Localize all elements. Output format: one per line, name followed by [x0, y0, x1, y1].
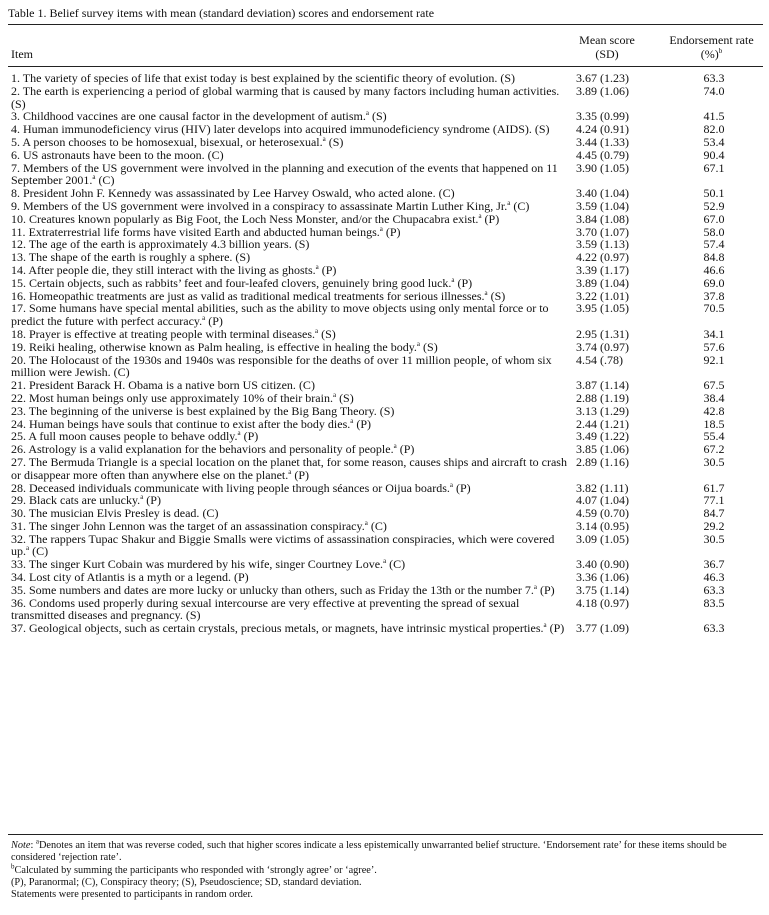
endorsement-cell: 53.4 [703, 134, 725, 149]
item-category: (C) [438, 186, 455, 201]
endorsement-cell: 84.8 [703, 250, 725, 265]
header-end-line1: Endorsement rate [669, 33, 754, 47]
item-statement: The singer Kurt Cobain was murdered by his wife, singer Courtney Love. [28, 557, 384, 572]
item-category: (S) [185, 608, 201, 623]
item-category: (P) [146, 493, 161, 508]
item-text [0, 85, 569, 111]
item-category: (P) [484, 211, 500, 226]
endorsement-cell: 69.0 [703, 275, 725, 290]
reverse-coded-mark: a [379, 224, 383, 233]
item-category: (S) [372, 109, 387, 124]
item-category: (S) [490, 288, 506, 303]
reverse-coded-mark: a [365, 109, 369, 118]
mean-score-cell: 3.44 (1.33) [576, 134, 629, 149]
item-number: 12. [11, 237, 26, 252]
reverse-coded-mark: a [451, 275, 455, 284]
table-row [0, 162, 769, 188]
endorsement-cell: 55.4 [703, 429, 725, 444]
bottom-rule [8, 834, 763, 835]
mean-score-cell: 4.45 (0.79) [576, 147, 629, 162]
mean-score-cell: 3.40 (0.90) [576, 557, 629, 572]
mean-score-cell: 3.82 (1.11) [576, 480, 629, 495]
endorsement-cell: 30.5 [703, 454, 725, 469]
table-caption: Table 1. Belief survey items with mean (standard deviation) scores and endorsement rate [8, 6, 435, 20]
endorsement-cell: 77.1 [703, 493, 725, 508]
header-mean-line2: (SD) [595, 47, 619, 61]
item-category: (S) [294, 237, 310, 252]
item-text [0, 597, 569, 623]
reverse-coded-mark: a [315, 326, 319, 335]
item-statement: The earth is experiencing a period of global warming that is caused by many factors including human activities. [22, 83, 560, 98]
item-statement: Condoms used properly during sexual intercourse are very effective at preventing the spread of sexual transmitted diseases and pregnancy. [11, 595, 520, 623]
item-statement: Some numbers and dates are more lucky or unlucky than others, such as Friday the 13th or the number 7. [29, 582, 534, 597]
mean-score-cell: 3.77 (1.09) [576, 621, 629, 636]
endorsement-cell: 67.2 [703, 442, 725, 457]
item-number: 14. [11, 262, 26, 277]
item-category: (P) [540, 582, 555, 597]
endorsement-cell: 30.5 [703, 531, 725, 546]
reverse-coded-mark: a [364, 518, 368, 527]
item-number: 22. [11, 390, 26, 405]
item-number: 20. [11, 352, 26, 367]
mean-score-cell: 3.67 (1.23) [576, 71, 629, 85]
endorsement-cell: 46.6 [703, 262, 725, 277]
item-statement: The variety of species of life that exist today is best explained by the scientific theory of evolution. [22, 71, 498, 85]
item-number: 5. [11, 134, 20, 149]
item-statement: A full moon causes people to behave oddly. [28, 429, 238, 444]
item-text [0, 162, 569, 188]
item-statement: Astrology is a valid explanation for the behaviors and personality of people. [28, 442, 394, 457]
table-row [0, 597, 769, 623]
mean-score-cell: 3.89 (1.06) [576, 83, 629, 98]
mean-score-cell: 3.09 (1.05) [576, 531, 629, 546]
item-category: (S) [235, 250, 251, 265]
item-category: (S) [379, 403, 395, 418]
item-statement: Geological objects, such as certain crystals, precious metals, or magnets, have intrinsic mystical properties. [29, 621, 544, 636]
reverse-coded-mark: a [315, 262, 319, 271]
table-row [0, 622, 769, 635]
item-statement: The Bermuda Triangle is a special location on the planet that, for some reason, causes ships and aircraft to crash or disappear more often than anywhere else on the planet. [11, 454, 567, 482]
reverse-coded-mark: a [288, 467, 292, 476]
item-statement: The rappers Tupac Shakur and Biggie Smalls were victims of assassination conspiracies, which were covered up. [11, 531, 555, 559]
item-category: (C) [202, 506, 219, 521]
header-endorsement-rate [660, 33, 763, 61]
item-number: 35. [11, 582, 26, 597]
table-body [0, 72, 769, 635]
mean-score-cell: 3.14 (0.95) [576, 518, 629, 533]
item-statement: President Barack H. Obama is a native born US citizen. [29, 378, 296, 393]
item-number: 34. [11, 570, 26, 585]
item-statement: Some humans have special mental abilities, such as the ability to move objects using only mental force or to predict the future with perfect accuracy. [11, 301, 549, 329]
endorsement-cell: 74.0 [703, 83, 725, 98]
mean-score-cell: 2.89 (1.16) [576, 454, 629, 469]
mean-score-cell: 3.90 (1.05) [576, 160, 629, 175]
item-number: 15. [11, 275, 26, 290]
item-statement: Reiki healing, otherwise known as Palm healing, is effective in healing the body. [29, 339, 417, 354]
item-number: 7. [11, 160, 20, 175]
item-statement: The age of the earth is approximately 4.3 billion years. [28, 237, 292, 252]
note-a-text: Denotes an item that was reverse coded, such that higher scores indicate a less epistemically unwarranted belief structure. ‘Endorsement rate’ for these items should be considered ‘rejection rate’. [11, 840, 727, 864]
header-end-line2 [660, 47, 763, 61]
item-statement: A person chooses to be homosexual, bisexual, or heterosexual. [22, 134, 323, 149]
endorsement-cell: 37.8 [703, 288, 725, 303]
item-number: 33. [11, 557, 26, 572]
mean-score-cell: 3.70 (1.07) [576, 224, 629, 239]
endorsement-cell: 42.8 [703, 403, 725, 418]
mean-score-cell: 3.95 (1.05) [576, 301, 629, 316]
item-statement: Human immunodeficiency virus (HIV) later develops into acquired immunodeficiency syndrome (AIDS). [23, 122, 532, 137]
mean-score-cell: 3.74 (0.97) [576, 339, 629, 354]
endorsement-cell: 18.5 [703, 416, 725, 431]
item-category: (C) [370, 518, 387, 533]
item-number: 28. [11, 480, 26, 495]
item-statement: The singer John Lennon was the target of an assassination conspiracy. [28, 518, 365, 533]
reverse-coded-mark: a [507, 198, 511, 207]
note-a: Note: $^a$Denotes an item that was reverse coded, such that higher scores indicate a less epistemically unwarranted belief structure. ‘Endorsement rate’ for these items should be considered ‘rejection rate’. [11, 837, 727, 864]
mean-score-cell: 2.44 (1.21) [576, 416, 629, 431]
table-row [0, 85, 769, 111]
item-statement: The beginning of the universe is best explained by the Big Bang Theory. [28, 403, 377, 418]
item-text [0, 302, 569, 328]
endorsement-cell: 63.3 [703, 621, 725, 636]
item-category: (P) [208, 314, 223, 329]
mean-score-cell: 3.85 (1.06) [576, 442, 629, 457]
reverse-coded-mark: a [478, 211, 482, 220]
note-b-mark: b [11, 862, 15, 871]
item-category: (C) [389, 557, 406, 572]
item-category: (C) [513, 198, 530, 213]
item-number: 25. [11, 429, 26, 444]
endorsement-cell: 90.4 [703, 147, 725, 162]
note-b [11, 862, 761, 877]
note-order: Statements were presented to participants in random order. [11, 889, 253, 901]
item-category: (S) [328, 134, 344, 149]
mean-score-cell: 3.59 (1.13) [576, 237, 629, 252]
mean-score-cell: 3.49 (1.22) [576, 429, 629, 444]
note-b-text: Calculated by summing the participants who responded with ‘strongly agree’ or ‘agree’. [14, 864, 377, 876]
item-number: 8. [11, 186, 20, 201]
item-number: 21. [11, 378, 26, 393]
item-statement: President John F. Kennedy was assassinated by Lee Harvey Oswald, who acted alone. [23, 186, 436, 201]
table-row [0, 302, 769, 328]
table-row [0, 354, 769, 380]
header-item: Item [11, 47, 33, 61]
mean-score-cell: 3.36 (1.06) [576, 570, 629, 585]
reverse-coded-mark: a [533, 582, 537, 591]
mean-score-cell: 3.87 (1.14) [576, 378, 629, 393]
mean-score-cell: 3.59 (1.04) [576, 198, 629, 213]
item-number: 17. [11, 301, 26, 316]
reverse-coded-mark: a [237, 429, 241, 438]
reverse-coded-mark: a [449, 480, 453, 489]
mean-score-cell: 4.24 (0.91) [576, 122, 629, 137]
item-category: (C) [32, 544, 49, 559]
reverse-coded-mark: a [484, 288, 488, 297]
item-category: (P) [456, 480, 471, 495]
mean-score-cell: 3.13 (1.29) [576, 403, 629, 418]
endorsement-cell: 34.1 [703, 326, 725, 341]
mean-score-cell: 4.07 (1.04) [576, 493, 629, 508]
item-category: (S) [339, 390, 354, 405]
item-number: 27. [11, 454, 26, 469]
mean-score-cell: 4.54 (.78) [576, 352, 623, 367]
endorsement-cell: 67.5 [703, 378, 725, 393]
item-statement: Certain objects, such as rabbits’ feet and four-leafed clovers, genuinely bring good luck. [29, 275, 452, 290]
item-category: (P) [243, 429, 259, 444]
item-text [0, 622, 569, 635]
reverse-coded-mark: a [202, 314, 206, 323]
item-category: (P) [399, 442, 415, 457]
item-category: (S) [500, 71, 515, 85]
item-number: 10. [11, 211, 26, 226]
item-category: (S) [423, 339, 438, 354]
endorsement-cell: 29.2 [703, 518, 725, 533]
item-statement: Human beings have souls that continue to exist after the body dies. [29, 416, 351, 431]
reverse-coded-mark: a [416, 339, 421, 348]
mean-score-cell: 3.75 (1.14) [576, 582, 629, 597]
reverse-coded-mark: a [332, 390, 337, 399]
item-statement: Homeopathic treatments are just as valid as traditional medical treatments for serious illnesses. [29, 288, 485, 303]
note-a-mark: a [35, 837, 39, 846]
item-statement: Deceased individuals communicate with living people through séances or Oijua boards. [29, 480, 450, 495]
endorsement-cell: 70.5 [703, 301, 725, 316]
reverse-coded-mark: a [383, 557, 387, 566]
endorsement-cell: 67.1 [703, 160, 725, 175]
item-number: 26. [11, 442, 26, 457]
item-number: 19. [11, 339, 26, 354]
item-statement: US astronauts have been to the moon. [23, 147, 205, 162]
mean-score-cell: 4.22 (0.97) [576, 250, 629, 265]
reverse-coded-mark: a [140, 493, 144, 502]
endorsement-cell: 38.4 [703, 390, 725, 405]
endorsement-cell: 61.7 [703, 480, 725, 495]
mean-score-cell: 3.89 (1.04) [576, 275, 629, 290]
item-number: 1. [11, 71, 20, 85]
item-number: 6. [11, 147, 20, 162]
mean-score-cell: 3.39 (1.17) [576, 262, 629, 277]
mean-score-cell: 4.59 (0.70) [576, 506, 629, 521]
item-statement: Lost city of Atlantis is a myth or a legend. [29, 570, 231, 585]
item-category: (S) [534, 122, 550, 137]
item-number: 18. [11, 326, 26, 341]
item-number: 16. [11, 288, 26, 303]
item-number: 32. [11, 531, 26, 546]
reverse-coded-mark: a [350, 416, 354, 425]
item-category: (S) [11, 96, 26, 111]
item-category: (P) [233, 570, 249, 585]
item-category: (P) [294, 467, 310, 482]
item-category: (C) [207, 147, 224, 162]
mean-score-cell: 3.40 (1.04) [576, 186, 629, 201]
item-statement: Prayer is effective at treating people with terminal diseases. [29, 326, 316, 341]
item-category: (S) [321, 326, 336, 341]
item-statement: Black cats are unlucky. [29, 493, 141, 508]
mean-score-cell: 2.88 (1.19) [576, 390, 629, 405]
item-statement: Creatures known popularly as Big Foot, the Loch Ness Monster, and/or the Chupacabra exist. [29, 211, 479, 226]
endorsement-cell: 82.0 [703, 122, 725, 137]
item-number: 3. [11, 109, 20, 124]
item-number: 4. [11, 122, 20, 137]
header-end-unit: (%) [700, 47, 719, 61]
item-number: 29. [11, 493, 26, 508]
item-category: (P) [457, 275, 473, 290]
endorsement-cell: 57.4 [703, 237, 725, 252]
item-category: (P) [356, 416, 372, 431]
endorsement-cell: 63.3 [703, 582, 725, 597]
item-number: 37. [11, 621, 26, 636]
table-row [0, 456, 769, 482]
endorsement-cell: 52.9 [703, 198, 725, 213]
endorsement-cell: 36.7 [703, 557, 725, 572]
endorsement-cell: 50.1 [703, 186, 725, 201]
header-end-footnote-mark: b [718, 47, 723, 55]
header-rule [8, 66, 763, 67]
item-number: 36. [11, 595, 26, 610]
item-statement: Members of the US government were involved in a conspiracy to assassinate Martin Luther King, Jr. [23, 198, 508, 213]
reverse-coded-mark: a [26, 544, 30, 553]
header-mean-score [568, 33, 646, 61]
item-statement: The Holocaust of the 1930s and 1940s was responsible for the deaths of over 11 million people, of whom six million were Jewish. [11, 352, 552, 380]
endorsement-cell: 41.5 [703, 109, 725, 124]
table-row [0, 533, 769, 559]
item-statement: Most human beings only use approximately 10% of their brain. [29, 390, 333, 405]
item-text [0, 456, 569, 482]
reverse-coded-mark: a [322, 134, 326, 143]
item-number: 11. [11, 224, 26, 239]
item-category: (P) [321, 262, 337, 277]
endorsement-cell: 57.6 [703, 339, 725, 354]
note-label: Note [11, 840, 31, 851]
item-statement: Childhood vaccines are one causal factor in the development of autism. [23, 109, 366, 124]
top-rule [8, 24, 763, 25]
endorsement-cell: 84.7 [703, 506, 725, 521]
header-mean-line1: Mean score [579, 33, 635, 47]
endorsement-cell: 67.0 [703, 211, 725, 226]
reverse-coded-mark: a [92, 173, 96, 182]
reverse-coded-mark: a [543, 621, 547, 630]
mean-score-cell: 4.18 (0.97) [576, 595, 629, 610]
table-notes [11, 837, 761, 901]
note-abbrev: (P), Paranormal; (C), Conspiracy theory; (S), Pseudoscience; SD, standard deviation. [11, 876, 362, 888]
mean-score-cell: 3.22 (1.01) [576, 288, 629, 303]
item-category: (C) [298, 378, 315, 393]
item-category: (C) [113, 365, 130, 380]
item-number: 2. [11, 83, 20, 98]
item-statement: The musician Elvis Presley is dead. [28, 506, 200, 521]
item-number: 9. [11, 198, 20, 213]
item-number: 13. [11, 250, 26, 265]
mean-score-cell: 3.35 (0.99) [576, 109, 629, 124]
mean-score-cell: 3.84 (1.08) [576, 211, 629, 226]
item-number: 23. [11, 403, 26, 418]
item-text [0, 354, 569, 380]
endorsement-cell: 46.3 [703, 570, 725, 585]
endorsement-cell: 63.3 [703, 71, 725, 85]
item-number: 31. [11, 518, 26, 533]
mean-score-cell: 2.95 (1.31) [576, 326, 629, 341]
item-statement: Members of the US government were involved in the planning and execution of the events that happened on 11 September 2001. [11, 160, 558, 188]
item-statement: Extraterrestrial life forms have visited Earth and abducted human beings. [28, 224, 380, 239]
endorsement-cell: 58.0 [703, 224, 725, 239]
item-category: (C) [98, 173, 115, 188]
item-category: (P) [549, 621, 565, 636]
reverse-coded-mark: a [393, 442, 397, 451]
item-text [0, 533, 569, 559]
item-statement: After people die, they still interact with the living as ghosts. [28, 262, 316, 277]
item-number: 24. [11, 416, 26, 431]
item-category: (P) [385, 224, 401, 239]
endorsement-cell: 83.5 [703, 595, 725, 610]
item-number: 30. [11, 506, 26, 521]
endorsement-cell: 92.1 [703, 352, 725, 367]
item-statement: The shape of the earth is roughly a sphere. [28, 250, 233, 265]
